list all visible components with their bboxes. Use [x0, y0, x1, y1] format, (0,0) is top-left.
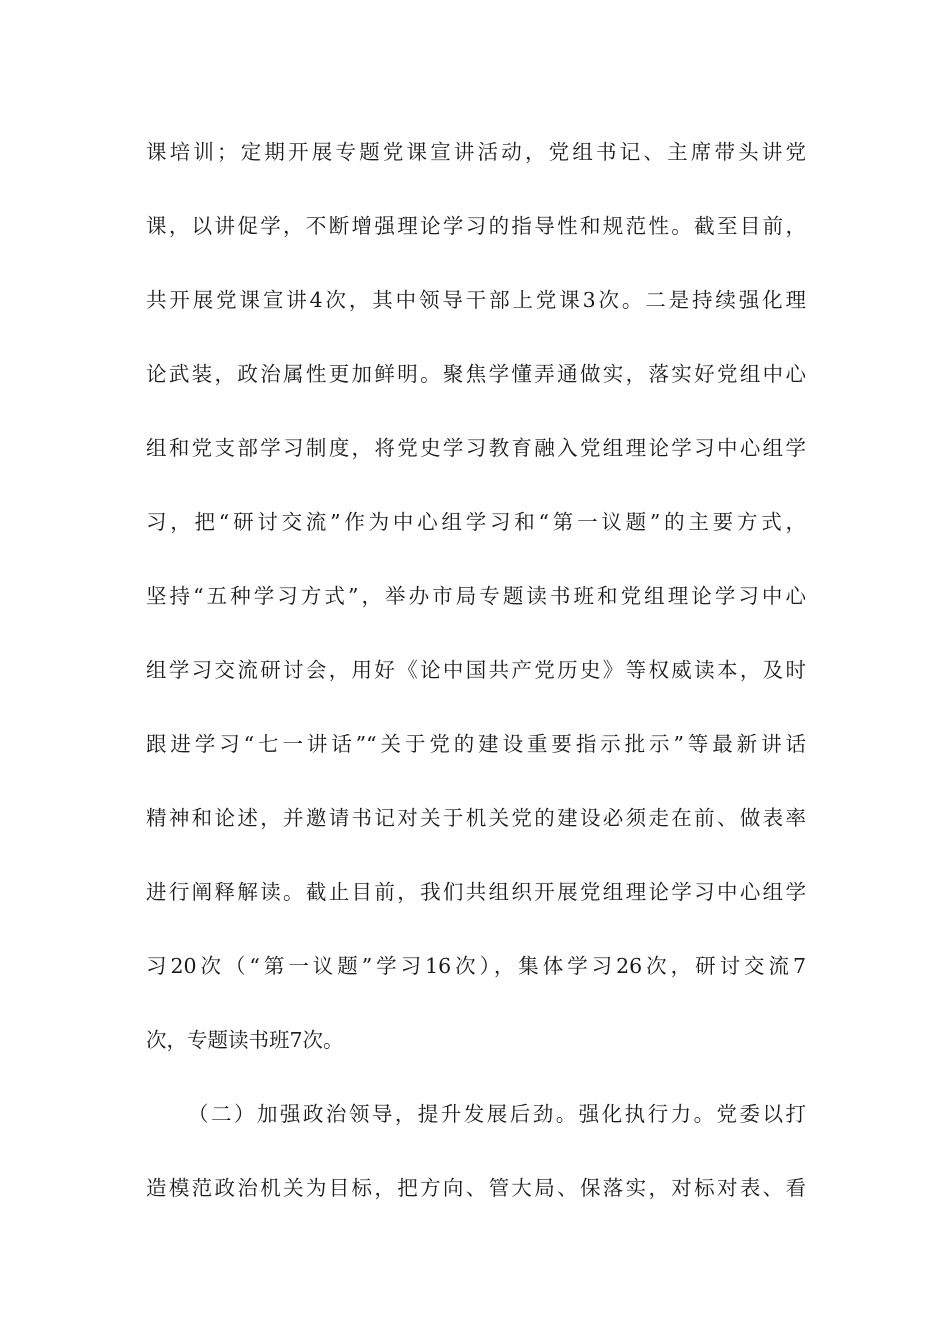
text-line: 共开展党课宣讲4次，其中领导干部上党课3次。二是持续强化理 [146, 288, 806, 312]
text-line: 精神和论述，并邀请书记对关于机关党的建设必须走在前、做表率 [146, 806, 806, 830]
section-heading-line: （二）加强政治领导，提升发展后劲。强化执行力。党委以打 [188, 1102, 806, 1126]
text-line: 进行阐释解读。截止目前，我们共组织开展党组理论学习中心组学 [146, 880, 806, 904]
text-line: 坚持“五种学习方式”，举办市局专题读书班和党组理论学习中心 [146, 584, 806, 608]
text-line: 造模范政治机关为目标，把方向、管大局、保落实，对标对表、看 [146, 1176, 806, 1200]
text-line: 课培训；定期开展专题党课宣讲活动，党组书记、主席带头讲党 [146, 140, 806, 164]
text-line: 跟进学习“七一讲话”“关于党的建设重要指示批示”等最新讲话 [146, 732, 806, 756]
text-line: 论武装，政治属性更加鲜明。聚焦学懂弄通做实，落实好党组中心 [146, 362, 806, 386]
text-line: 课，以讲促学，不断增强理论学习的指导性和规范性。截至目前， [146, 214, 806, 238]
body-text [146, 134, 806, 1244]
text-line: 次，专题读书班7次。 [146, 1028, 344, 1052]
text-line: 习，把“研讨交流”作为中心组学习和“第一议题”的主要方式， [146, 510, 806, 534]
text-line: 习20次（“第一议题”学习16次），集体学习26次，研讨交流7 [146, 954, 806, 978]
text-line: 组学习交流研讨会，用好《论中国共产党历史》等权威读本，及时 [146, 658, 806, 682]
text-line: 组和党支部学习制度，将党史学习教育融入党组理论学习中心组学 [146, 436, 806, 460]
